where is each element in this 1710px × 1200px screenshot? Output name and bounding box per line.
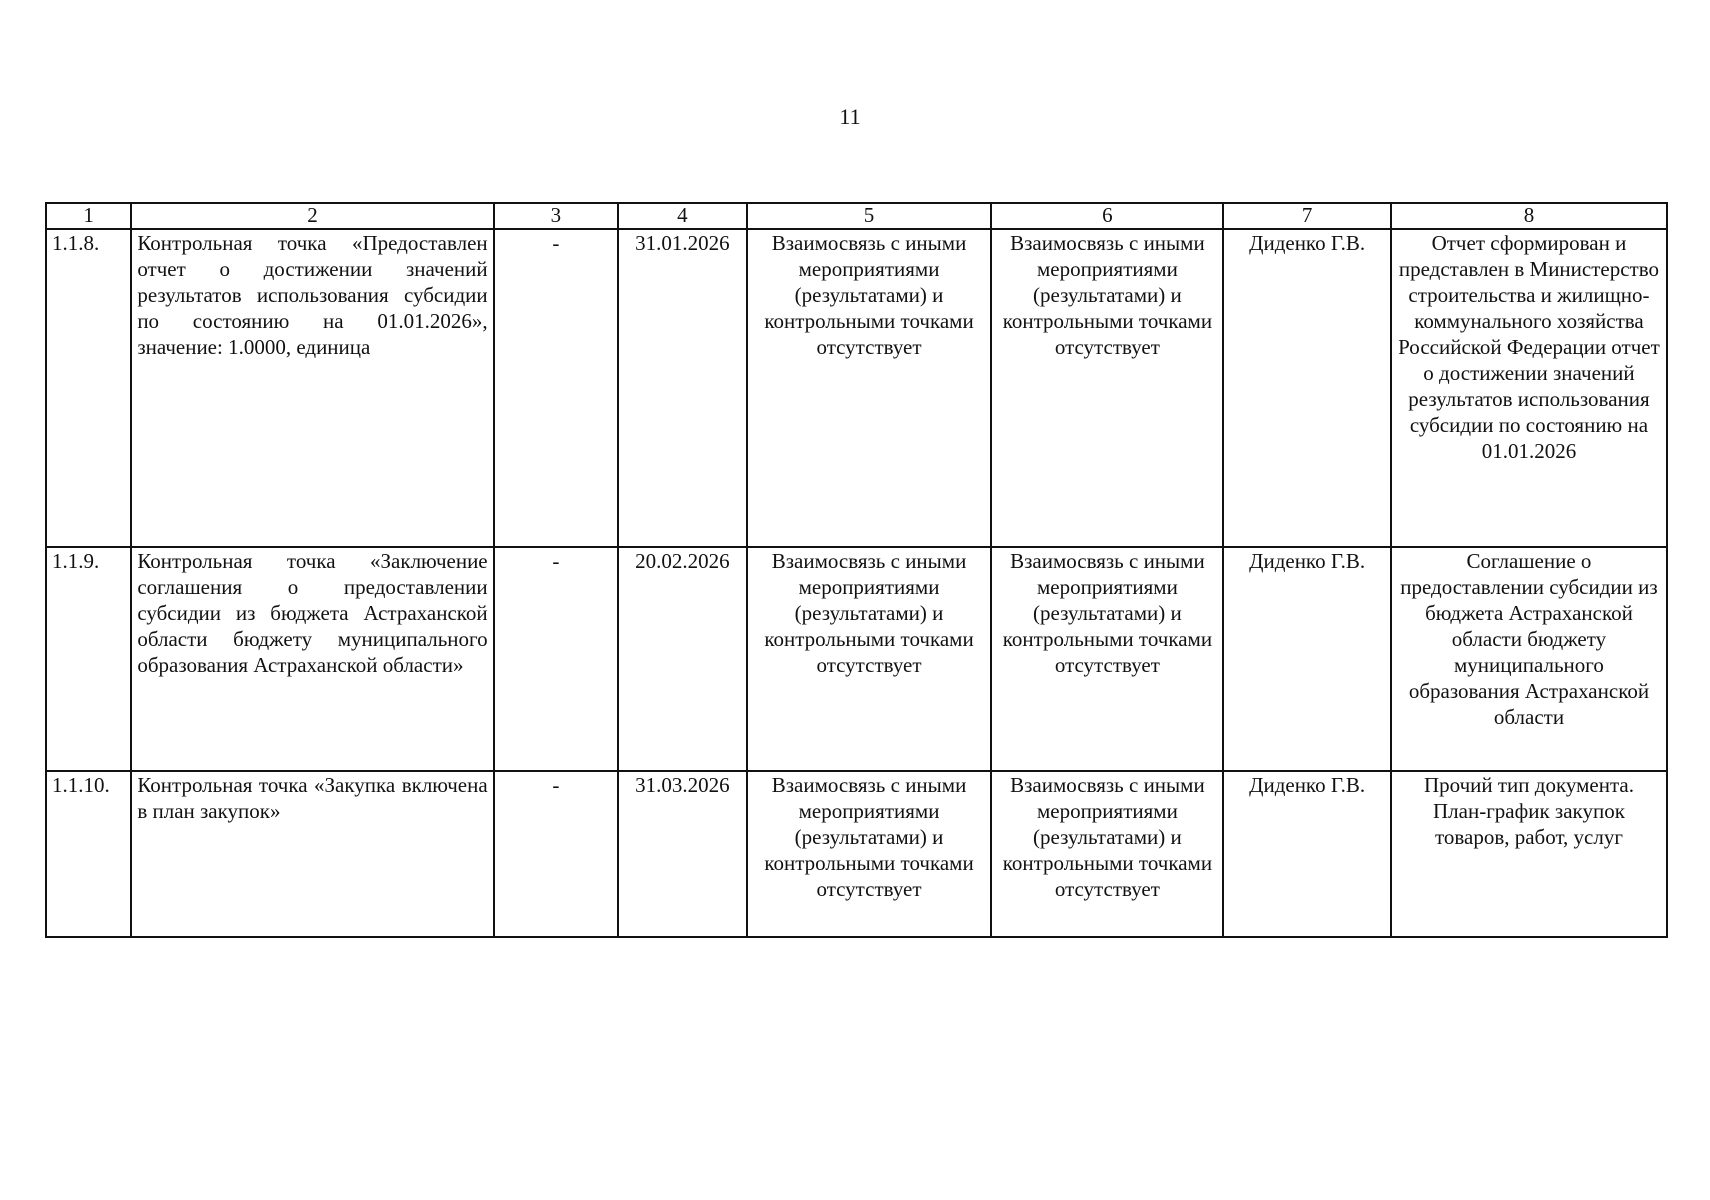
table-row — [46, 229, 1667, 547]
control-point-name: Контрольная точка «Закупка включена в план закупок» — [131, 771, 493, 937]
confirming-document: Прочий тип документа. План-график закупок товаров, работ, услуг — [1391, 771, 1667, 937]
table-row — [46, 547, 1667, 771]
control-point-name: Контрольная точка «Заключение соглашения о предоставлении субсидии из бюджета Астраханской области бюджету муниципального образования Астраханской области» — [131, 547, 493, 771]
column-header: 5 — [747, 203, 992, 229]
responsible-person: Диденко Г.В. — [1223, 771, 1391, 937]
column-header: 1 — [46, 203, 131, 229]
relation-predecessors: Взаимосвязь с иными мероприятиями (результатами) и контрольными точками отсутствует — [747, 771, 992, 937]
confirming-document: Соглашение о предоставлении субсидии из бюджета Астраханской области бюджету муниципального образования Астраханской области — [1391, 547, 1667, 771]
table-row — [46, 771, 1667, 937]
due-date: 31.01.2026 — [618, 229, 746, 547]
responsible-person: Диденко Г.В. — [1223, 547, 1391, 771]
due-date: 20.02.2026 — [618, 547, 746, 771]
confirming-document: Отчет сформирован и представлен в Министерство строительства и жилищно-коммунального хозяйства Российской Федерации отчет о достижении значений результатов использования субсидии по состоянию на 01.01.2026 — [1391, 229, 1667, 547]
control-point-name: Контрольная точка «Предоставлен отчет о достижении значений результатов использования субсидии по состоянию на 01.01.2026», значение: 1.0000, единица — [131, 229, 493, 547]
relation-predecessors: Взаимосвязь с иными мероприятиями (результатами) и контрольными точками отсутствует — [747, 229, 992, 547]
row-number: 1.1.9. — [46, 547, 131, 771]
relation-successors: Взаимосвязь с иными мероприятиями (результатами) и контрольными точками отсутствует — [991, 547, 1223, 771]
row-number: 1.1.10. — [46, 771, 131, 937]
relation-predecessors: Взаимосвязь с иными мероприятиями (результатами) и контрольными точками отсутствует — [747, 547, 992, 771]
column-header: 8 — [1391, 203, 1667, 229]
column-header: 4 — [618, 203, 746, 229]
column-header: 2 — [131, 203, 493, 229]
column-header: 6 — [991, 203, 1223, 229]
column-header: 3 — [494, 203, 618, 229]
column-3-value: - — [494, 229, 618, 547]
due-date: 31.03.2026 — [618, 771, 746, 937]
row-number: 1.1.8. — [46, 229, 131, 547]
relation-successors: Взаимосвязь с иными мероприятиями (результатами) и контрольными точками отсутствует — [991, 771, 1223, 937]
control-points-table — [45, 202, 1668, 938]
responsible-person: Диденко Г.В. — [1223, 229, 1391, 547]
relation-successors: Взаимосвязь с иными мероприятиями (результатами) и контрольными точками отсутствует — [991, 229, 1223, 547]
column-3-value: - — [494, 547, 618, 771]
column-header: 7 — [1223, 203, 1391, 229]
table-header-row — [46, 203, 1667, 229]
column-3-value: - — [494, 771, 618, 937]
page-number: 11 — [839, 104, 861, 129]
